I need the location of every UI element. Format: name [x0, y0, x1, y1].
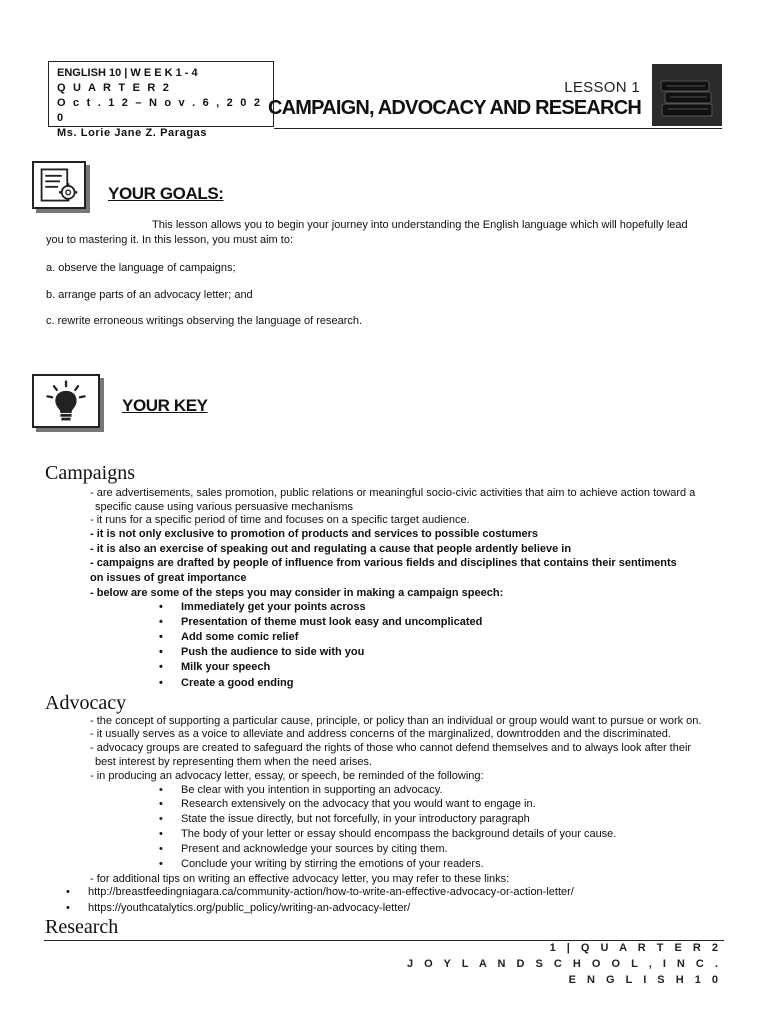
campaigns-line: specific cause using various persuasive mechanisms [95, 501, 354, 513]
date-range-label: O c t . 1 2 – N o v . 6 , 2 0 2 0 [57, 97, 263, 124]
advocacy-link-item[interactable]: • https://youthcatalytics.org/public_policy/writing-an-advocacy-letter/ [66, 902, 411, 914]
lightbulb-icon [32, 374, 100, 428]
campaigns-line: - campaigns are drafted by people of influence from various fields and disciplines that contains their sentiments [90, 557, 677, 569]
advocacy-line: best interest by representing them when the need arises. [95, 756, 372, 768]
campaigns-line: - it is not only exclusive to promotion of products and services to possible costumers [90, 528, 539, 540]
campaign-step-item: • Push the audience to side with you [159, 646, 365, 658]
advocacy-reminder-item: • Research extensively on the advocacy that you would want to engage in. [159, 798, 536, 810]
campaign-step-item: • Immediately get your points across [159, 601, 366, 613]
campaign-step-item: • Add some comic relief [159, 631, 299, 643]
quarter-label: Q U A R T E R 2 [57, 82, 172, 94]
campaigns-heading: Campaigns [45, 462, 135, 484]
advocacy-line: - it usually serves as a voice to alleviate and address concerns of the marginalized, downtrodden and the discriminated. [90, 728, 671, 740]
advocacy-reminder-item: • Present and acknowledge your sources by citing them. [159, 843, 448, 855]
campaign-step-item: • Presentation of theme must look easy and uncomplicated [159, 616, 483, 628]
campaigns-line: - below are some of the steps you may consider in making a campaign speech: [90, 587, 504, 599]
header-divider [274, 128, 722, 129]
goal-item: a. observe the language of campaigns; [46, 262, 236, 274]
advocacy-line: - the concept of supporting a particular cause, principle, or policy than an individual or group would want to pursue or work on. [90, 715, 702, 727]
advocacy-reminder-item: • Be clear with you intention in supporting an advocacy. [159, 784, 443, 796]
goal-item: b. arrange parts of an advocacy letter; and [46, 289, 253, 301]
campaigns-line: - it is also an exercise of speaking out and regulating a cause that people ardently believe in [90, 543, 572, 555]
settings-document-icon [32, 161, 86, 209]
advocacy-line: - in producing an advocacy letter, essay, or speech, be reminded of the following: [90, 770, 484, 782]
goal-item: c. rewrite erroneous writings observing the language of research. [46, 315, 363, 327]
campaigns-line: - are advertisements, sales promotion, public relations or meaningful socio-civic activities that aim to achieve action toward a [90, 487, 696, 499]
advocacy-heading: Advocacy [45, 692, 127, 714]
goals-intro-first-line: This lesson allows you to begin your journey into understanding the English language which will hopefully lead [152, 219, 688, 231]
advocacy-link-item[interactable]: • http://breastfeedingniagara.ca/community-action/how-to-write-an-effective-advocacy-or-action-letter/ [66, 886, 574, 898]
advocacy-line: - advocacy groups are created to safeguard the rights of those who cannot defend themselves and to always look after their [90, 742, 692, 754]
header-info-box [48, 61, 274, 139]
campaign-step-item: • Create a good ending [159, 677, 294, 689]
lesson-number: LESSON 1 [564, 79, 640, 96]
subject-week-label: ENGLISH 10 | W E E K 1 - 4 [57, 67, 198, 79]
goals-intro-second-line: you to mastering it. In this lesson, you must aim to: [46, 234, 293, 246]
campaign-step-item: • Milk your speech [159, 661, 271, 673]
advocacy-reminder-item: • State the issue directly, but not forcefully, in your introductory paragraph [159, 813, 530, 825]
books-icon [652, 64, 722, 126]
advocacy-reminder-item: • Conclude your writing by stirring the emotions of your readers. [159, 858, 484, 870]
campaigns-line: on issues of great importance [90, 572, 247, 584]
research-heading: Research [45, 916, 119, 938]
campaigns-line: - it runs for a specific period of time and focuses on a specific target audience. [90, 514, 470, 526]
links-intro: - for additional tips on writing an effective advocacy letter, you may refer to these links: [90, 873, 510, 885]
lesson-title: CAMPAIGN, ADVOCACY AND RESEARCH [267, 97, 641, 119]
page-number-quarter: 1 | Q U A R T E R 2 [549, 942, 722, 954]
school-name: J O Y L A N D S C H O O L , I N C . [406, 958, 722, 970]
teacher-name: Ms. Lorie Jane Z. Paragas [57, 127, 208, 139]
advocacy-reminder-item: • The body of your letter or essay should encompass the background details of your cause. [159, 828, 617, 840]
goals-title: YOUR GOALS: [108, 184, 224, 203]
footer-divider [44, 940, 724, 941]
key-title: YOUR KEY [122, 396, 208, 415]
subject-name: E N G L I S H 1 0 [568, 974, 722, 986]
